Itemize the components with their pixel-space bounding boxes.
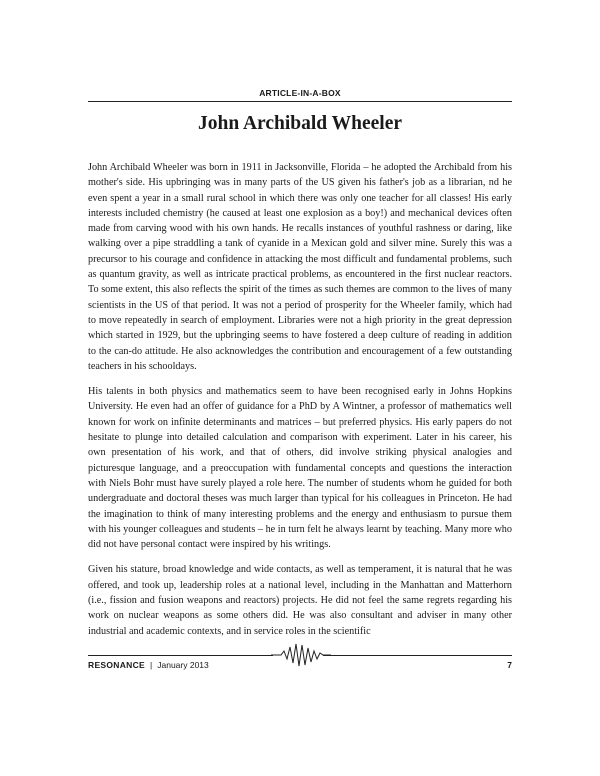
article-title: John Archibald Wheeler — [197, 113, 403, 134]
footer-divider-right — [323, 655, 512, 656]
journal-name: RESONANCE — [88, 660, 146, 670]
paragraph-1: John Archibald Wheeler was born in 1911 in Jacksonville, Florida – he adopted the Archibald from his mother's side. His upbringing was in many parts of the US given his father's job as a librarian, nd he even spent a year in a small rural school in which there was only one teacher for all classes! His early interests included chemistry (he caused at least one explosion as a boy!) and mechanical devices often made from carving wood with his own hands. He recalls instances of youthful rashness or daring, like walking over a pipe straddling a tank of cyanide in a Mexican gold and silver mine. Surely this was a precursor to his courage and confidence in attacking the most difficult and fundamental problems, such as quantum gravity, as well as intricate practical problems, as encountered in the first nuclear reactors. To some extent, this also reflects the spirit of the times as such themes are common to the lives of many scientists in the US of that period. It was not a period of prosperity for the Wheeler family, which had to move repeatedly in search of employment. Libraries were not a high priority in the great depression which started in 1929, but the upbringing seems to have fostered a deep culture of reading in addition to the can-do attitude. He also acknowledges the contribution and encouragement of a few outstanding teachers in his schooldays. — [88, 162, 512, 372]
header-divider — [88, 101, 512, 102]
footer-divider-left — [88, 655, 273, 656]
paragraph-3: Given his stature, broad knowledge and wide contacts, as well as temperament, it is natural that he was offered, and took up, leadership roles at a national level, including in the Manhattan and Matterhorn (i.e., fission and fusion weapons and reactors) projects. He did not feel the same regrets regarding his work on nuclear weapons as some others did. He was also consultant and adviser in many other industrial and academic contexts, and in service roles in the scientific — [88, 564, 512, 637]
page-number: 7 — [507, 660, 512, 670]
paragraph-2: His talents in both physics and mathematics seem to have been recognised early in Johns Hopkins University. He even had an offer of guidance for a PhD by A Wintner, a professor of mathematics well known for work on infinite determinants and matrices – but preferred physics. His early papers do not hesitate to plunge into detailed calculation and comparison with experiment. Later in his career, his own presentation of his work, and that of others, did involve striking physical analogies and picturesque language, and a preoccupation with fundamental concepts and questions the interaction with Niels Bohr must have surely played a role here. The number of students whom he guided for both undergraduate and doctoral theses was much larger than typical for his colleagues in Princeton. He had the imagination to think of many interesting problems and the energy and enthusiasm to pursue them with his younger colleagues and students – he in turn felt he always learnt by teaching. Many more who did not have personal contact were inspired by his writings. — [88, 386, 512, 551]
section-label: ARTICLE-IN-A-BOX — [259, 88, 341, 98]
article-body — [88, 160, 512, 649]
footer-separator: | — [150, 660, 153, 670]
issue-date: January 2013 — [157, 660, 209, 670]
page-footer — [88, 660, 512, 674]
